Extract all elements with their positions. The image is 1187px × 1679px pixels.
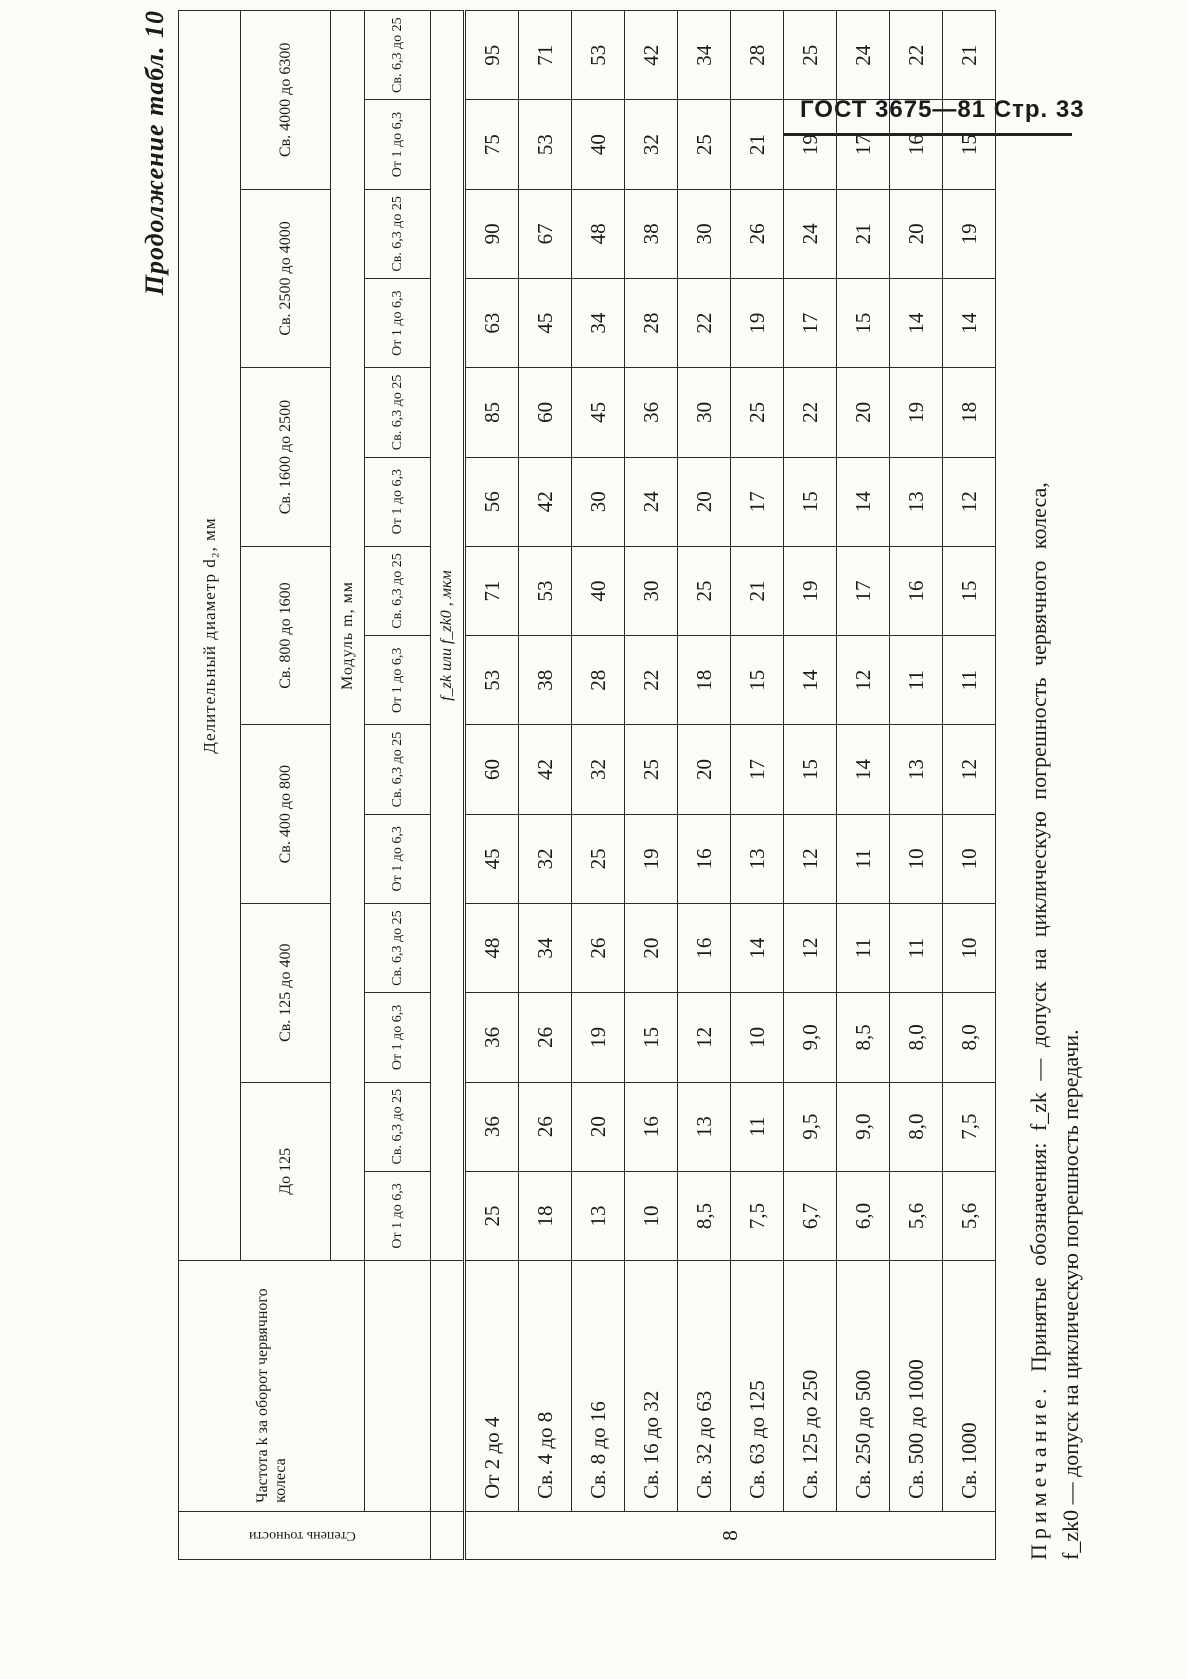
value-cell: 11 xyxy=(837,903,890,992)
value-cell: 40 xyxy=(572,100,625,189)
value-cell: 34 xyxy=(572,278,625,367)
value-cell: 20 xyxy=(572,1082,625,1171)
freq-cell: Св. 8 до 16 xyxy=(572,1261,625,1512)
value-cell: 11 xyxy=(890,636,943,725)
value-cell: 12 xyxy=(678,993,731,1082)
module-header: Модуль m, мм xyxy=(331,11,365,1261)
value-cell: 30 xyxy=(625,546,678,635)
value-cell: 15 xyxy=(943,100,996,189)
value-cell: 25 xyxy=(731,368,784,457)
value-cell: 32 xyxy=(519,814,572,903)
value-cell: 24 xyxy=(837,11,890,100)
value-cell: 8,5 xyxy=(837,993,890,1082)
value-cell: 20 xyxy=(625,903,678,992)
value-cell: 19 xyxy=(943,189,996,278)
module-low: От 1 до 6,3 xyxy=(365,1171,431,1260)
freq-cell: Св. 63 до 125 xyxy=(731,1261,784,1512)
tolerance-table xyxy=(178,10,996,1560)
value-cell: 60 xyxy=(465,725,519,814)
value-cell: 17 xyxy=(784,278,837,367)
value-cell: 85 xyxy=(465,368,519,457)
table-row xyxy=(837,11,890,1560)
value-cell: 7,5 xyxy=(731,1171,784,1260)
value-cell: 48 xyxy=(465,903,519,992)
value-cell: 22 xyxy=(678,278,731,367)
value-cell: 36 xyxy=(465,1082,519,1171)
value-cell: 20 xyxy=(837,368,890,457)
value-cell: 45 xyxy=(465,814,519,903)
value-cell: 32 xyxy=(625,100,678,189)
blank-cell xyxy=(431,1511,465,1559)
value-cell: 13 xyxy=(572,1171,625,1260)
value-cell: 8,5 xyxy=(678,1171,731,1260)
diam-range: Св. 2500 до 4000 xyxy=(241,189,331,368)
value-cell: 22 xyxy=(625,636,678,725)
value-cell: 18 xyxy=(678,636,731,725)
value-cell: 12 xyxy=(943,725,996,814)
value-cell: 26 xyxy=(572,903,625,992)
value-cell: 42 xyxy=(625,11,678,100)
value-cell: 40 xyxy=(572,546,625,635)
module-high: Св. 6,3 до 25 xyxy=(365,368,431,457)
value-cell: 10 xyxy=(731,993,784,1082)
diam-range: Св. 4000 до 6300 xyxy=(241,11,331,190)
value-cell: 5,6 xyxy=(943,1171,996,1260)
value-cell: 16 xyxy=(625,1082,678,1171)
value-cell: 22 xyxy=(784,368,837,457)
value-cell: 13 xyxy=(731,814,784,903)
module-low: От 1 до 6,3 xyxy=(365,278,431,367)
value-cell: 30 xyxy=(678,368,731,457)
units-header: f_zk или f_zk0 , мкм xyxy=(431,11,465,1261)
table-row xyxy=(465,11,519,1560)
value-cell: 17 xyxy=(837,100,890,189)
freq-cell: Св. 1000 xyxy=(943,1261,996,1512)
module-low: От 1 до 6,3 xyxy=(365,993,431,1082)
value-cell: 10 xyxy=(890,814,943,903)
module-high: Св. 6,3 до 25 xyxy=(365,11,431,100)
value-cell: 9,0 xyxy=(784,993,837,1082)
diam-range: Св. 400 до 800 xyxy=(241,725,331,904)
table-row xyxy=(625,11,678,1560)
table-caption: Продолжение табл. 10 xyxy=(140,10,169,296)
module-row xyxy=(365,11,431,1560)
grade-header-cell xyxy=(179,1511,431,1559)
diam-range: Св. 125 до 400 xyxy=(241,903,331,1082)
value-cell: 9,0 xyxy=(837,1082,890,1171)
value-cell: 9,5 xyxy=(784,1082,837,1171)
value-cell: 25 xyxy=(784,11,837,100)
value-cell: 19 xyxy=(890,368,943,457)
value-cell: 17 xyxy=(731,457,784,546)
module-high: Св. 6,3 до 25 xyxy=(365,189,431,278)
value-cell: 30 xyxy=(678,189,731,278)
value-cell: 45 xyxy=(519,278,572,367)
value-cell: 53 xyxy=(572,11,625,100)
value-cell: 67 xyxy=(519,189,572,278)
blank-cell xyxy=(431,1261,465,1512)
value-cell: 19 xyxy=(572,993,625,1082)
value-cell: 25 xyxy=(678,546,731,635)
value-cell: 38 xyxy=(519,636,572,725)
note-line-2: f_zk0 — допуск на циклическую погрешность передачи. xyxy=(1058,1029,1083,1560)
value-cell: 63 xyxy=(465,278,519,367)
value-cell: 18 xyxy=(943,368,996,457)
table-row xyxy=(890,11,943,1560)
value-cell: 28 xyxy=(731,11,784,100)
freq-cell: Св. 16 до 32 xyxy=(625,1261,678,1512)
value-cell: 12 xyxy=(943,457,996,546)
value-cell: 11 xyxy=(890,903,943,992)
value-cell: 34 xyxy=(519,903,572,992)
value-cell: 16 xyxy=(890,100,943,189)
diam-range: Св. 800 до 1600 xyxy=(241,546,331,725)
value-cell: 26 xyxy=(519,993,572,1082)
table-row xyxy=(519,11,572,1560)
value-cell: 25 xyxy=(678,100,731,189)
value-cell: 71 xyxy=(465,546,519,635)
value-cell: 11 xyxy=(731,1082,784,1171)
value-cell: 12 xyxy=(784,903,837,992)
value-cell: 32 xyxy=(572,725,625,814)
grade-header: Степень точности xyxy=(248,1528,356,1544)
value-cell: 34 xyxy=(678,11,731,100)
diam-header: Делительный диаметр d₂, мм xyxy=(179,11,241,1261)
value-cell: 28 xyxy=(625,278,678,367)
value-cell: 15 xyxy=(784,457,837,546)
value-cell: 20 xyxy=(890,189,943,278)
module-high: Св. 6,3 до 25 xyxy=(365,546,431,635)
module-low: От 1 до 6,3 xyxy=(365,636,431,725)
value-cell: 25 xyxy=(625,725,678,814)
value-cell: 19 xyxy=(784,100,837,189)
value-cell: 7,5 xyxy=(943,1082,996,1171)
value-cell: 56 xyxy=(465,457,519,546)
value-cell: 60 xyxy=(519,368,572,457)
value-cell: 13 xyxy=(890,457,943,546)
value-cell: 75 xyxy=(465,100,519,189)
row-label-blank xyxy=(365,1261,431,1512)
value-cell: 14 xyxy=(837,457,890,546)
note-text-1: Принятые обозначения: f_zk — допуск на циклическую погрешность червячного колеса, xyxy=(1026,482,1051,1373)
value-cell: 14 xyxy=(731,903,784,992)
value-cell: 21 xyxy=(731,546,784,635)
value-cell: 14 xyxy=(837,725,890,814)
value-cell: 12 xyxy=(784,814,837,903)
value-cell: 26 xyxy=(731,189,784,278)
value-cell: 14 xyxy=(784,636,837,725)
value-cell: 38 xyxy=(625,189,678,278)
value-cell: 22 xyxy=(890,11,943,100)
value-cell: 19 xyxy=(731,278,784,367)
freq-cell: Св. 4 до 8 xyxy=(519,1261,572,1512)
value-cell: 36 xyxy=(465,993,519,1082)
diam-range: До 125 xyxy=(241,1082,331,1261)
value-cell: 21 xyxy=(731,100,784,189)
value-cell: 15 xyxy=(943,546,996,635)
table-row xyxy=(943,11,996,1560)
value-cell: 6,0 xyxy=(837,1171,890,1260)
value-cell: 28 xyxy=(572,636,625,725)
value-cell: 20 xyxy=(678,725,731,814)
table-row xyxy=(784,11,837,1560)
value-cell: 16 xyxy=(678,903,731,992)
value-cell: 10 xyxy=(943,814,996,903)
value-cell: 25 xyxy=(465,1171,519,1260)
value-cell: 42 xyxy=(519,725,572,814)
table-row xyxy=(678,11,731,1560)
freq-cell: Св. 250 до 500 xyxy=(837,1261,890,1512)
value-cell: 48 xyxy=(572,189,625,278)
value-cell: 71 xyxy=(519,11,572,100)
rotated-page-content xyxy=(140,10,1100,1570)
value-cell: 17 xyxy=(837,546,890,635)
freq-cell: Св. 125 до 250 xyxy=(784,1261,837,1512)
value-cell: 8,0 xyxy=(890,993,943,1082)
value-cell: 15 xyxy=(837,278,890,367)
table-body xyxy=(465,11,996,1560)
value-cell: 15 xyxy=(731,636,784,725)
note-line-1 xyxy=(1026,482,1052,1560)
freq-cell: От 2 до 4 xyxy=(465,1261,519,1512)
value-cell: 90 xyxy=(465,189,519,278)
value-cell: 25 xyxy=(572,814,625,903)
value-cell: 17 xyxy=(731,725,784,814)
value-cell: 6,7 xyxy=(784,1171,837,1260)
value-cell: 15 xyxy=(625,993,678,1082)
value-cell: 11 xyxy=(943,636,996,725)
note-label: Примечание. xyxy=(1026,1383,1051,1560)
freq-cell: Св. 32 до 63 xyxy=(678,1261,731,1512)
value-cell: 19 xyxy=(625,814,678,903)
freq-header: Частота k за оборот червячного колеса xyxy=(179,1261,365,1512)
value-cell: 42 xyxy=(519,457,572,546)
value-cell: 10 xyxy=(625,1171,678,1260)
value-cell: 8,0 xyxy=(943,993,996,1082)
value-cell: 16 xyxy=(890,546,943,635)
module-high: Св. 6,3 до 25 xyxy=(365,1082,431,1171)
grade-cell: 8 xyxy=(465,1511,996,1559)
value-cell: 18 xyxy=(519,1171,572,1260)
value-cell: 11 xyxy=(837,814,890,903)
value-cell: 53 xyxy=(465,636,519,725)
value-cell: 30 xyxy=(572,457,625,546)
value-cell: 21 xyxy=(837,189,890,278)
value-cell: 19 xyxy=(784,546,837,635)
module-low: От 1 до 6,3 xyxy=(365,814,431,903)
value-cell: 24 xyxy=(625,457,678,546)
value-cell: 10 xyxy=(943,903,996,992)
value-cell: 8,0 xyxy=(890,1082,943,1171)
value-cell: 21 xyxy=(943,11,996,100)
value-cell: 26 xyxy=(519,1082,572,1171)
value-cell: 14 xyxy=(943,278,996,367)
value-cell: 13 xyxy=(890,725,943,814)
page-header: ГОСТ 3675—81 Стр. 33 xyxy=(800,96,1085,123)
value-cell: 95 xyxy=(465,11,519,100)
module-low: От 1 до 6,3 xyxy=(365,100,431,189)
value-cell: 24 xyxy=(784,189,837,278)
table-row xyxy=(572,11,625,1560)
value-cell: 16 xyxy=(678,814,731,903)
diam-range: Св. 1600 до 2500 xyxy=(241,368,331,547)
module-high: Св. 6,3 до 25 xyxy=(365,725,431,814)
module-low: От 1 до 6,3 xyxy=(365,457,431,546)
value-cell: 36 xyxy=(625,368,678,457)
value-cell: 5,6 xyxy=(890,1171,943,1260)
value-cell: 53 xyxy=(519,546,572,635)
value-cell: 20 xyxy=(678,457,731,546)
value-cell: 15 xyxy=(784,725,837,814)
module-high: Св. 6,3 до 25 xyxy=(365,903,431,992)
value-cell: 12 xyxy=(837,636,890,725)
freq-cell: Св. 500 до 1000 xyxy=(890,1261,943,1512)
table-row xyxy=(731,11,784,1560)
value-cell: 53 xyxy=(519,100,572,189)
value-cell: 45 xyxy=(572,368,625,457)
value-cell: 13 xyxy=(678,1082,731,1171)
value-cell: 14 xyxy=(890,278,943,367)
